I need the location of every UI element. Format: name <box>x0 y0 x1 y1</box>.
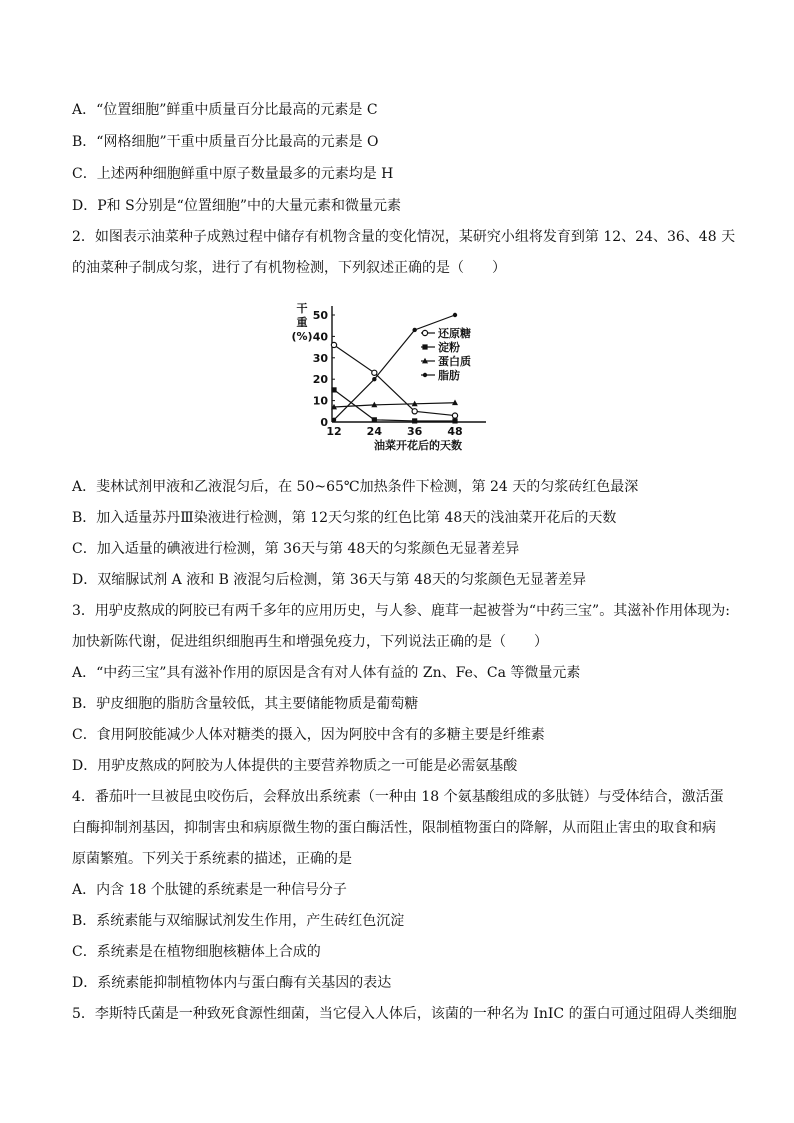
q4-option-b: B．系统素能与双缩脲试剂发生作用，产生砖红色沉淀 <box>72 913 405 929</box>
legend-marker <box>422 344 427 349</box>
data-point <box>412 418 417 423</box>
data-point <box>452 413 457 418</box>
q3-option-d: D．用驴皮熬成的阿胶为人体提供的主要营养物质之一可能是必需氨基酸 <box>72 758 518 774</box>
y-tick-label: 0 <box>320 416 328 429</box>
data-point <box>452 418 457 423</box>
legend-marker <box>422 330 427 335</box>
q4-option-c: C．系统素是在植物细胞核糖体上合成的 <box>72 944 321 960</box>
x-axis-label: 油菜开花后的天数 <box>374 439 462 452</box>
y-tick-label: 10 <box>312 394 328 408</box>
data-point <box>372 370 377 375</box>
data-point <box>331 342 336 347</box>
q3-stem-line-1: 3．用驴皮熬成的阿胶已有两千多年的应用历史，与人参、鹿茸一起被誉为“中药三宝”。其滋补作用体现为: <box>72 603 730 619</box>
y-axis-label: (%) <box>291 330 313 343</box>
q4-stem-line-1: 4．番茄叶一旦被昆虫咬伤后，会释放出系统素（一种由 18 个氨基酸组成的多肽链）与受体结合，激活蛋 <box>72 789 724 805</box>
data-point <box>412 328 416 332</box>
x-tick-label: 12 <box>326 425 342 438</box>
q3-stem-line-2: 加快新陈代谢，促进组织细胞再生和增强免疫力，下列说法正确的是（ ） <box>72 634 548 650</box>
data-point <box>372 377 376 381</box>
q3-option-c: C．食用阿胶能减少人体对糖类的摄入，因为阿胶中含有的多糖主要是纤维素 <box>72 727 545 743</box>
x-tick-label: 48 <box>447 425 463 438</box>
data-point <box>372 417 377 422</box>
y-axis-label: 重 <box>296 316 308 329</box>
q2-stem-line-2: 的油菜种子制成匀浆，进行了有机物检测，下列叙述正确的是（ ） <box>72 260 506 276</box>
q4-option-a: A．内含 18 个肽键的系统素是一种信号分子 <box>72 882 347 898</box>
y-tick-label: 50 <box>312 309 328 322</box>
q4-stem-line-2: 白酶抑制剂基因，抑制害虫和病原微生物的蛋白酶活性，限制植物蛋白的降解，从而阻止害虫的取食和病 <box>72 820 716 836</box>
q2-option-a: A．斐林试剂甲液和乙液混匀后，在 50~65℃加热条件下检测，第 24 天的匀浆砖红色最深 <box>72 479 639 495</box>
data-point <box>453 313 457 317</box>
q3-option-b: B．驴皮细胞的脂肪含量较低，其主要储能物质是葡萄糖 <box>72 696 419 712</box>
x-tick-label: 36 <box>407 425 423 438</box>
q1-option-c: C．上述两种细胞鲜重中原子数量最多的元素均是 H <box>72 166 394 182</box>
series-line <box>334 345 455 416</box>
q2-option-b: B．加入适量苏丹Ⅲ染液进行检测，第 12天匀浆的红色比第 48天的浅油菜开花后的天数 <box>72 510 617 526</box>
y-tick-label: 40 <box>312 330 328 344</box>
organic-content-chart <box>288 298 492 458</box>
legend-label: 还原糖 <box>438 327 471 340</box>
q1-option-d: D．P和 S分别是“位置细胞”中的大量元素和微量元素 <box>72 198 401 214</box>
y-tick-label: 20 <box>312 373 328 387</box>
q2-option-c: C．加入适量的碘液进行检测，第 36天与第 48天的匀浆颜色无显著差异 <box>72 541 520 557</box>
q5-stem-line-1: 5．李斯特氏菌是一种致死食源性细菌，当它侵入人体后，该菌的一种名为 InIC 的蛋白可通过阻碍人类细胞 <box>72 1006 737 1022</box>
legend-marker <box>423 373 427 377</box>
data-point <box>412 409 417 414</box>
q4-option-d: D．系统素能抑制植物体内与蛋白酶有关基因的表达 <box>72 975 392 991</box>
y-tick-label: 30 <box>312 351 328 365</box>
q4-stem-line-3: 原菌繁殖。下列关于系统素的描述，正确的是 <box>72 851 352 867</box>
x-tick-label: 24 <box>366 425 382 438</box>
data-point <box>332 418 336 422</box>
data-point <box>331 387 336 392</box>
q3-option-a: A．“中药三宝”具有滋补作用的原因是含有对人体有益的 Zn、Fe、Ca 等微量元素 <box>72 665 581 681</box>
q1-option-b: B．“网格细胞”干重中质量百分比最高的元素是 O <box>72 134 379 150</box>
legend-label: 蛋白质 <box>438 355 471 368</box>
legend-label: 淀粉 <box>438 341 460 354</box>
q1-option-a: A．“位置细胞”鲜重中质量百分比最高的元素是 C <box>72 102 378 118</box>
legend-label: 脂肪 <box>438 369 460 382</box>
y-axis-label: 干 <box>296 302 308 315</box>
q2-stem-line-1: 2．如图表示油菜种子成熟过程中储存有机物含量的变化情况，某研究小组将发育到第 12、24、36、48 天 <box>72 229 736 245</box>
q2-option-d: D．双缩脲试剂 A 液和 B 液混匀后检测，第 36天与第 48天的匀浆颜色无显著差异 <box>72 572 586 588</box>
series-line <box>334 390 455 421</box>
